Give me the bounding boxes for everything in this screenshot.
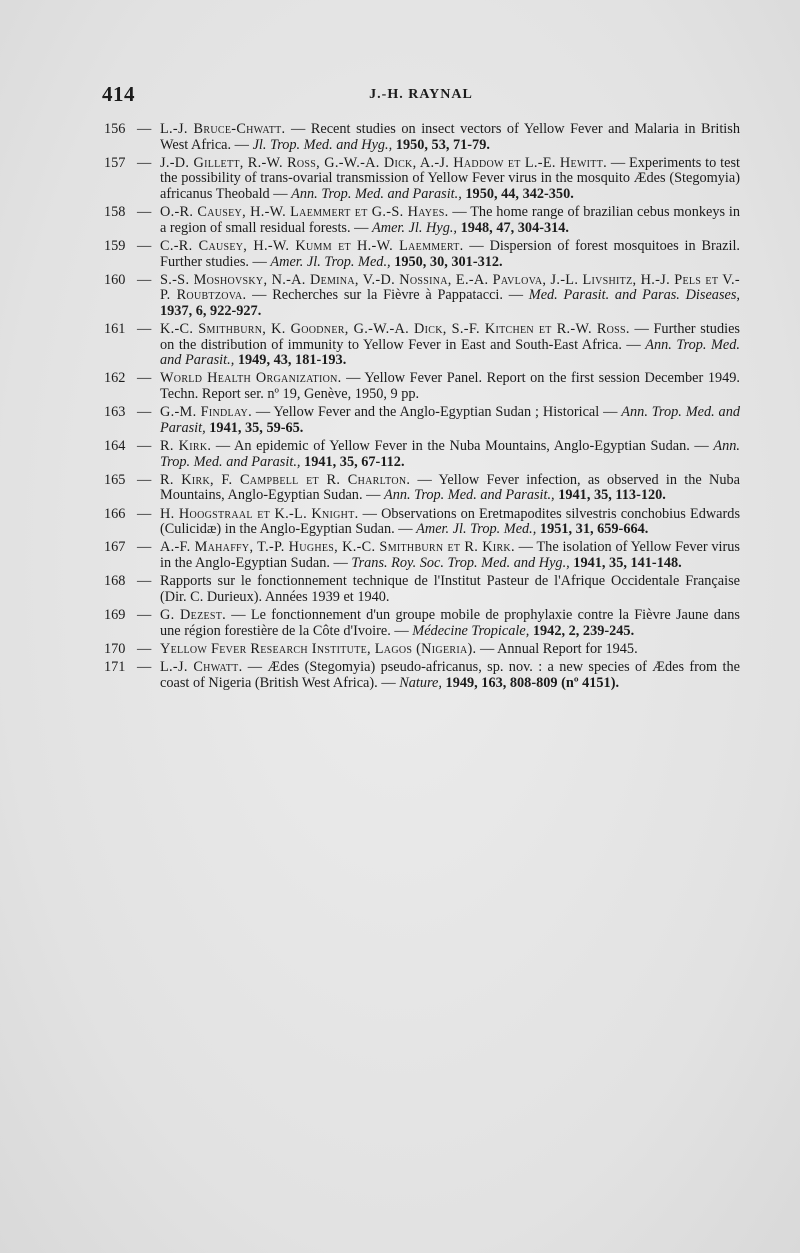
- reference-authors: G.-M. Findlay.: [160, 404, 252, 421]
- reference-title: Rapports sur le fonctionnement technique de l'Institut Pasteur de l'Afrique Occidentale Française (Dir. C. Durieux). Années 1939 et 1940.: [160, 573, 740, 605]
- separator: —: [362, 487, 384, 504]
- reference-number: 163: [104, 404, 126, 421]
- separator: —: [689, 438, 714, 455]
- reference-journal: Amer. Jl. Hyg.,: [372, 219, 457, 236]
- reference-dash: —: [137, 154, 152, 171]
- reference-authors: O.-R. Causey, H.-W. Laemmert et G.-S. Hayes.: [160, 204, 449, 221]
- reference-title: The isolation of Yellow Fever virus in the Anglo-Egyptian Sudan.: [160, 539, 740, 571]
- reference-journal: Ann. Trop. Med. and Parasit.,: [291, 185, 462, 202]
- reference-number: 171: [104, 658, 126, 675]
- reference-item: [104, 642, 740, 658]
- reference-dash: —: [137, 271, 152, 288]
- reference-authors: G. Dezest.: [160, 606, 227, 623]
- separator: —: [394, 521, 417, 538]
- reference-journal: Amer. Jl. Trop. Med.,: [270, 253, 391, 270]
- reference-title: An epidemic of Yellow Fever in the Nuba Mountains, Anglo-Egyptian Sudan.: [234, 438, 690, 455]
- separator: —: [285, 121, 311, 137]
- reference-journal: Nature,: [399, 674, 442, 691]
- reference-details: 1949, 43, 181-193.: [237, 352, 347, 369]
- reference-dash: —: [137, 204, 152, 221]
- reference-item: [104, 507, 740, 538]
- reference-item: [104, 439, 740, 470]
- reference-authors: S.-S. Moshovsky, N.-A. Demina, V.-D. Nossina, E.-A. Pavlova, J.-L. Livshitz, H.-J. Pels et V.-P. Roubtzova.: [160, 271, 740, 304]
- reference-dash: —: [137, 121, 152, 137]
- reference-title: Observations on Eretmapodites silvestris conchobius Edwards (Culicidæ) in the Anglo-Egyptian Sudan.: [160, 505, 741, 538]
- separator: —: [514, 539, 537, 556]
- reference-number: 170: [104, 640, 126, 657]
- reference-title: Dispersion of forest mosquitoes in Brazil. Further studies.: [160, 237, 741, 270]
- reference-title: Le fonctionnement d'un groupe mobile de prophylaxie contre la Fièvre Jaune dans une région forestière de la Côte d'Ivoire.: [160, 606, 740, 639]
- reference-number: 162: [104, 370, 126, 387]
- reference-details: 1941, 35, 141-148.: [573, 554, 682, 571]
- separator: —: [231, 136, 253, 153]
- separator: —: [448, 204, 471, 221]
- reference-dash: —: [137, 658, 152, 675]
- reference-details: 1950, 44, 342-350.: [465, 185, 574, 202]
- reference-authors: K.-C. Smithburn, K. Goodner, G.-W.-A. Dick, S.-F. Kitchen et R.-W. Ross.: [160, 321, 630, 338]
- reference-details: 1950, 30, 301-312.: [394, 253, 503, 270]
- reference-number: 156: [104, 121, 126, 137]
- reference-authors: L.-J. Chwatt.: [160, 658, 243, 675]
- reference-authors: World Health Organization.: [160, 370, 342, 387]
- reference-number: 158: [104, 204, 126, 221]
- reference-dash: —: [137, 237, 152, 254]
- separator: —: [350, 219, 373, 236]
- page-number: 414: [102, 82, 135, 106]
- separator: —: [211, 438, 235, 455]
- reference-item: [104, 608, 740, 639]
- separator: —: [377, 674, 400, 691]
- reference-title: Yellow Fever Panel. Report on the first session December 1949. Techn. Report ser. nº 19, Genève, 1950, 9 pp.: [160, 370, 740, 403]
- reference-authors: R. Kirk.: [160, 438, 212, 455]
- reference-journal: Med. Parasit. and Paras. Diseases,: [528, 287, 740, 304]
- reference-authors: L.-J. Bruce-Chwatt.: [160, 121, 286, 137]
- reference-title: Annual Report for 1945.: [497, 640, 638, 657]
- reference-number: 161: [104, 321, 126, 338]
- separator: —: [599, 404, 622, 421]
- reference-number: 157: [104, 154, 126, 171]
- reference-journal: Ann. Trop. Med. and Parasit,: [160, 404, 740, 436]
- reference-dash: —: [137, 404, 152, 421]
- reference-authors: H. Hoogstraal et K.-L. Knight.: [160, 505, 359, 522]
- separator: —: [390, 622, 413, 639]
- reference-number: 168: [104, 573, 126, 590]
- reference-details: 1948, 47, 304-314.: [460, 219, 569, 236]
- separator: —: [607, 154, 630, 171]
- reference-title: Yellow Fever infection, as observed in the Nuba Mountains, Anglo-Egyptian Sudan.: [160, 471, 740, 504]
- reference-authors: C.-R. Causey, H.-W. Kumm et H.-W. Laemmert.: [160, 237, 464, 254]
- reference-number: 164: [104, 438, 126, 455]
- reference-title: Recent studies on insect vectors of Yellow Fever and Malaria in British West Africa.: [160, 121, 740, 153]
- reference-item: [104, 371, 740, 402]
- reference-dash: —: [137, 640, 152, 657]
- reference-dash: —: [137, 573, 152, 590]
- reference-authors: J.-D. Gillett, R.-W. Ross, G.-W.-A. Dick, A.-J. Haddow et L.-E. Hewitt.: [160, 154, 608, 171]
- reference-details: 1942, 2, 239-245.: [532, 622, 635, 639]
- reference-authors: Yellow Fever Research Institute, Lagos (Nigeria).: [160, 640, 477, 657]
- reference-list: [104, 122, 740, 694]
- reference-title: Experiments to test the possibility of trans-ovarial transmission of Yellow Fever virus in the mosquito Ædes (Stegomyia) africanus Theobald: [160, 154, 741, 202]
- reference-dash: —: [137, 370, 152, 387]
- reference-details: 1951, 31, 659-664.: [539, 521, 649, 538]
- reference-details: 1937, 6, 922-927.: [160, 302, 262, 319]
- reference-title: Yellow Fever and the Anglo-Egyptian Sudan ; Historical: [273, 404, 600, 421]
- reference-number: 167: [104, 539, 126, 556]
- reference-dash: —: [137, 321, 152, 338]
- reference-dash: —: [137, 539, 152, 556]
- reference-title: Ædes (Stegomyia) pseudo-africanus, sp. nov. : a new species of Ædes from the coast of Nigeria (British West Africa).: [160, 658, 740, 691]
- reference-journal: Amer. Jl. Trop. Med.,: [416, 521, 537, 538]
- reference-details: 1949, 163, 808-809 (nº 4151).: [445, 674, 620, 691]
- running-head: J.-H. RAYNAL: [369, 87, 473, 102]
- reference-item: [104, 122, 740, 153]
- reference-dash: —: [137, 471, 152, 488]
- reference-dash: —: [137, 606, 152, 623]
- separator: —: [251, 404, 274, 421]
- reference-dash: —: [137, 438, 152, 455]
- separator: —: [629, 321, 654, 338]
- reference-item: [104, 156, 740, 203]
- reference-title: Recherches sur la Fièvre à Pappatacci.: [272, 287, 503, 304]
- reference-item: [104, 322, 740, 369]
- reference-number: 169: [104, 606, 126, 623]
- separator: —: [476, 640, 498, 657]
- reference-number: 159: [104, 237, 126, 254]
- reference-journal: Ann. Trop. Med. and Parasit.,: [160, 336, 740, 369]
- separator: —: [248, 253, 271, 270]
- reference-dash: —: [137, 505, 152, 522]
- separator: —: [502, 287, 529, 304]
- reference-journal: Ann. Trop. Med. and Parasit.,: [160, 438, 740, 470]
- reference-authors: R. Kirk, F. Campbell et R. Charlton.: [160, 471, 411, 488]
- separator: —: [341, 370, 365, 387]
- separator: —: [329, 554, 352, 571]
- separator: —: [226, 606, 251, 623]
- reference-item: [104, 273, 740, 320]
- reference-item: [104, 540, 740, 571]
- separator: —: [410, 471, 439, 488]
- separator: —: [242, 658, 268, 675]
- separator: —: [358, 505, 382, 522]
- separator: —: [269, 185, 292, 202]
- reference-details: 1941, 35, 67-112.: [304, 453, 405, 470]
- separator: —: [463, 237, 490, 254]
- reference-number: 165: [104, 471, 126, 488]
- reference-journal: Trans. Roy. Soc. Trop. Med. and Hyg.,: [351, 554, 570, 571]
- reference-details: 1941, 35, 59-65.: [209, 419, 304, 436]
- page-header: [102, 82, 740, 112]
- reference-number: 166: [104, 505, 126, 522]
- reference-journal: Ann. Trop. Med. and Parasit.,: [383, 487, 555, 504]
- reference-item: [104, 574, 740, 605]
- separator: —: [621, 336, 646, 353]
- reference-authors: A.-F. Mahaffy, T.-P. Hughes, K.-C. Smithburn et R. Kirk.: [160, 539, 515, 556]
- reference-number: 160: [104, 271, 126, 288]
- reference-item: [104, 205, 740, 236]
- reference-title: Further studies on the distribution of immunity to Yellow Fever in East and South-East Africa.: [160, 321, 740, 353]
- reference-item: [104, 473, 740, 504]
- reference-journal: Médecine Tropicale,: [412, 622, 530, 639]
- reference-item: [104, 660, 740, 691]
- reference-journal: Jl. Trop. Med. and Hyg.,: [252, 136, 393, 153]
- reference-details: 1950, 53, 71-79.: [395, 136, 490, 153]
- reference-item: [104, 405, 740, 436]
- reference-item: [104, 239, 740, 270]
- reference-details: 1941, 35, 113-120.: [558, 487, 666, 504]
- separator: —: [246, 287, 273, 304]
- reference-title: The home range of brazilian cebus monkeys in a region of small residual forests.: [160, 204, 741, 236]
